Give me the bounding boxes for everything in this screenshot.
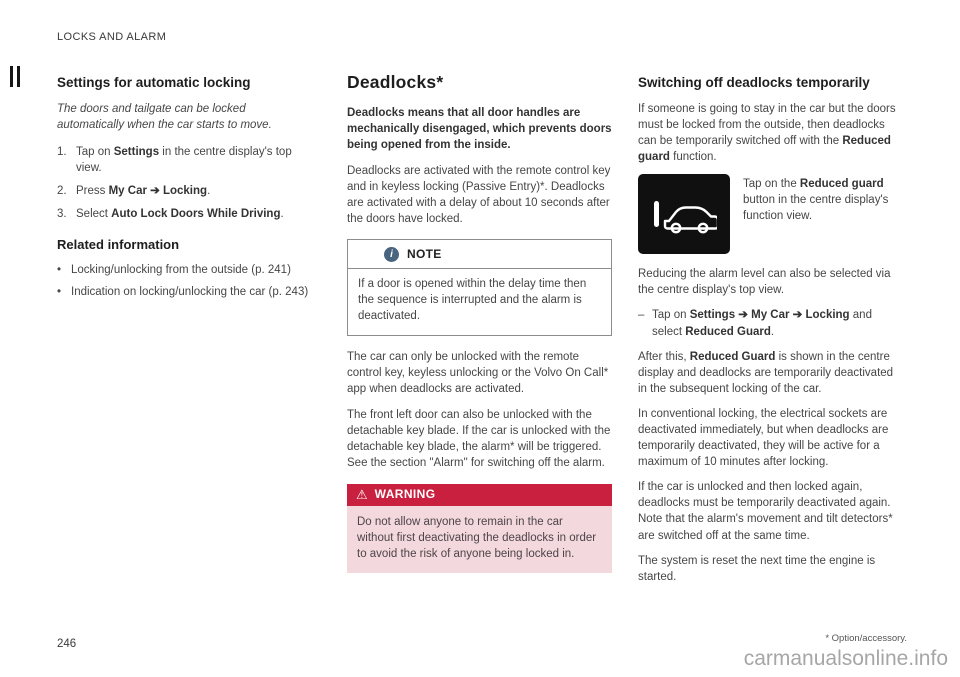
section-lead: The doors and tailgate can be locked automatically when the car starts to move. [57,102,272,131]
step-number: 1. [57,146,67,159]
car-lock-icon [651,188,717,240]
related-link [57,262,310,278]
paragraph: The system is reset the next time the engine is started. [638,554,876,583]
section-heading-switch-off-deadlocks: Switching off deadlocks temporarily [638,75,870,90]
warning-icon: ⚠ [356,487,368,503]
paragraph: The car can only be unlocked with the remote control key, keyless unlocking or the Volvo On Call* app when deadlocks are activated. [347,351,609,396]
content-columns [57,70,905,594]
related-information-list [57,262,310,300]
warning-header [347,484,612,506]
column-switch-off-deadlocks [638,70,905,594]
note-header [348,240,611,269]
paragraph: Reducing the alarm level can also be selected via the centre display's top view. [638,268,891,297]
dash-icon [638,307,652,339]
step-2 [57,183,310,199]
note-body: If a door is opened within the delay time then the sequence is interrupted and the alarm is deactivated. [358,277,587,323]
column-automatic-locking [57,70,310,594]
step-1 [57,144,310,176]
paragraph: After this, Reduced Guard is shown in the centre display and deadlocks are temporarily deactivated in the subsequent locking of the car. [638,350,894,395]
related-link [57,284,310,300]
option-accessory-footnote: * Option/accessory. [825,633,907,644]
article-lead: Deadlocks means that all door handles are mechanically disengaged, which prevents doors being opened from the inside. [347,106,612,151]
chapter-continuation-marker [10,66,20,87]
note-box [347,239,612,336]
dash-step [638,307,905,339]
bullet-icon [57,284,71,300]
step-text: Tap on Settings in the centre display's top view. [76,146,292,175]
numbered-steps [57,144,310,222]
article-heading-deadlocks: Deadlocks* [347,72,444,92]
step-3 [57,206,310,222]
figure-row [638,174,905,254]
warning-box [347,484,612,573]
warning-title: WARNING [374,487,436,502]
section-heading-automatic-locking: Settings for automatic locking [57,75,251,90]
warning-text: Do not allow anyone to remain in the car without first deactivating the deadlocks in order to avoid the risk of anyone being locked in. [357,515,597,561]
paragraph: Deadlocks are activated with the remote control key and in keyless locking (Passive Entry)*. Deadlocks are activated with a delay of about 10 seconds after the doors have locked. [347,164,611,226]
related-link-text: Indication on locking/unlocking the car (p. 243) [71,285,309,298]
note-title: NOTE [407,247,442,262]
reduced-guard-function-button-image [638,174,730,254]
info-icon: i [384,247,399,262]
watermark: carmanualsonline.info [743,647,948,670]
figure-caption: Tap on the Reduced guard button in the centre display's function view. [743,178,889,223]
paragraph: In conventional locking, the electrical sockets are deactivated immediately, but when deadlocks are temporarily deactivated, they will be active for a maximum of 10 minutes after locking. [638,407,889,469]
section-lead: If someone is going to stay in the car but the doors must be locked from the outside, then deadlocks can be temporarily switched off with the Reduced guard function. [638,102,896,164]
warning-body [347,506,612,573]
dash-step-text: Tap on Settings ➔ My Car ➔ Locking and select Reduced Guard. [652,309,872,338]
step-text: Select Auto Lock Doors While Driving. [76,208,284,221]
paragraph: If the car is unlocked and then locked again, deadlocks must be temporarily deactivated again. Note that the alarm's movement and tilt detectors* are switched off at the same time. [638,481,893,542]
page-number: 246 [57,638,77,650]
bullet-icon [57,262,71,278]
column-deadlocks [347,70,612,594]
related-information-heading: Related information [57,237,180,253]
related-link-text: Locking/unlocking from the outside (p. 241) [71,263,291,276]
running-header: LOCKS AND ALARM [57,31,167,43]
step-number: 2. [57,185,67,198]
step-text: Press My Car ➔ Locking. [76,185,211,198]
step-number: 3. [57,208,67,221]
paragraph: The front left door can also be unlocked with the detachable key blade. If the car is unlocked with the detachable key blade, the alarm* will be triggered. See the section "Alarm" for switching off the alarm. [347,408,611,469]
